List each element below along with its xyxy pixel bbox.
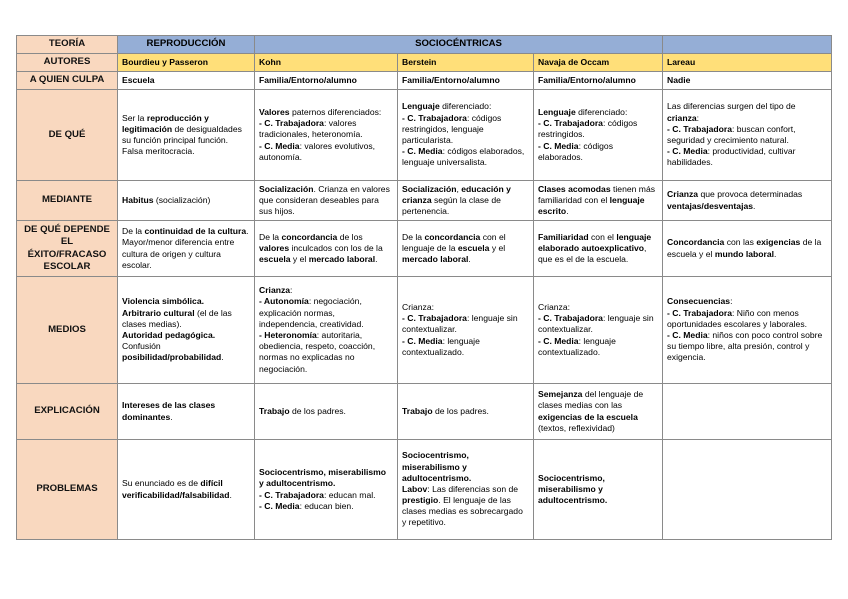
mediante-cell: Crianza que provoca determinadas ventajas/desventajas. xyxy=(663,181,832,221)
problemas-cell: Sociocentrismo, miserabilismo y adultocentrismo. Labov: Las diferencias son de prestigio. El lenguaje de las clases medias es sobrecargado y repetitivo. xyxy=(398,440,534,540)
deque-label: DE QUÉ xyxy=(17,90,118,181)
deque-cell: Valores paternos diferenciados: - C. Trabajadora: valores tradicionales, heteronomía. - C. Media: valores evolutivos, autonomía. xyxy=(255,90,398,181)
depende-cell: Familiaridad con el lenguaje elaborado autoexplicativo, que es el de la escuela. xyxy=(534,221,663,277)
culpa-cell: Nadie xyxy=(663,72,832,90)
depende-cell: Concordancia con las exigencias de la escuela y el mundo laboral. xyxy=(663,221,832,277)
author-cell: Berstein xyxy=(398,54,534,72)
depende-row xyxy=(17,221,832,277)
autores-row xyxy=(17,54,832,72)
deque-cell: Ser la reproducción y legitimación de desigualdades su función principal función. Falsa meritocracia. xyxy=(118,90,255,181)
mediante-row xyxy=(17,181,832,221)
empty-cell xyxy=(663,440,832,540)
depende-label: DE QUÉ DEPENDE EL ÉXITO/FRACASO ESCOLAR xyxy=(17,221,118,277)
medios-cell: Crianza: - C. Trabajadora: lenguaje sin contextualizar. - C. Media: lenguaje contextualizado. xyxy=(534,277,663,384)
explicacion-cell: Semejanza del lenguaje de clases medias con las exigencias de la escuela (textos, reflexividad) xyxy=(534,384,663,440)
medios-row xyxy=(17,277,832,384)
culpa-cell: Familia/Entorno/alumno xyxy=(398,72,534,90)
problemas-cell: Sociocentrismo, miserabilismo y adultocentrismo. - C. Trabajadora: educan mal. - C. Media: educan bien. xyxy=(255,440,398,540)
theory-comparison-table xyxy=(16,35,832,540)
depende-cell: De la continuidad de la cultura. Mayor/menor diferencia entre cultura de origen y cultura escolar. xyxy=(118,221,255,277)
mediante-label: MEDIANTE xyxy=(17,181,118,221)
teoria-label: TEORÍA xyxy=(17,36,118,54)
problemas-row xyxy=(17,440,832,540)
deque-cell: Lenguaje diferenciado: - C. Trabajadora: códigos restringidos, lenguaje particularista. - C. Media: códigos elaborados, lenguaje universalista. xyxy=(398,90,534,181)
mediante-cell: Socialización, educación y crianza según la clase de pertenencia. xyxy=(398,181,534,221)
deque-cell: Lenguaje diferenciado: - C. Trabajadora: códigos restringidos. - C. Media: códigos elaborados. xyxy=(534,90,663,181)
mediante-cell: Clases acomodas tienen más familiaridad con el lenguaje escrito. xyxy=(534,181,663,221)
deque-cell: Las diferencias surgen del tipo de crianza: - C. Trabajadora: buscan confort, seguridad y crecimiento natural. - C. Media: productividad, cultivar habilidades. xyxy=(663,90,832,181)
explicacion-cell: Trabajo de los padres. xyxy=(398,384,534,440)
medios-cell: Violencia simbólica. Arbitrario cultural (el de las clases medias). Autoridad pedagógica. Confusión posibilidad/probabilidad. xyxy=(118,277,255,384)
explicacion-cell: Intereses de las clases dominantes. xyxy=(118,384,255,440)
header-blank-cell xyxy=(663,36,832,54)
mediante-cell: Habitus (socialización) xyxy=(118,181,255,221)
culpa-label: A QUIEN CULPA xyxy=(17,72,118,90)
author-cell: Kohn xyxy=(255,54,398,72)
explicacion-label: EXPLICACIÓN xyxy=(17,384,118,440)
explicacion-cell: Trabajo de los padres. xyxy=(255,384,398,440)
author-cell: Bourdieu y Passeron xyxy=(118,54,255,72)
problemas-cell: Su enunciado es de difícil verificabilidad/falsabilidad. xyxy=(118,440,255,540)
sociocentricas-title: SOCIOCÉNTRICAS xyxy=(255,36,663,54)
empty-cell xyxy=(663,384,832,440)
mediante-cell: Socialización. Crianza en valores que consideran deseables para sus hijos. xyxy=(255,181,398,221)
depende-cell: De la concordancia de los valores inculcados con los de la escuela y el mercado laboral. xyxy=(255,221,398,277)
medios-cell: Crianza: - Autonomía: negociación, explicación normas, independencia, creatividad. - Heteronomía: autoritaria, obediencia, respeto, coacción, normas no explicadas no negociación. xyxy=(255,277,398,384)
autores-label: AUTORES xyxy=(17,54,118,72)
culpa-cell: Familia/Entorno/alumno xyxy=(255,72,398,90)
author-cell: Navaja de Occam xyxy=(534,54,663,72)
culpa-cell: Escuela xyxy=(118,72,255,90)
problemas-cell: Sociocentrismo, miserabilismo y adultocentrismo. xyxy=(534,440,663,540)
problemas-label: PROBLEMAS xyxy=(17,440,118,540)
explicacion-row xyxy=(17,384,832,440)
reproduccion-title: REPRODUCCIÓN xyxy=(118,36,255,54)
depende-cell: De la concordancia con el lenguaje de la escuela y el mercado laboral. xyxy=(398,221,534,277)
medios-cell: Consecuencias: - C. Trabajadora: Niño con menos oportunidades escolares y laborales. - C. Media: niños con poco control sobre su tiempo libre, alta presión, control y exigencia. xyxy=(663,277,832,384)
culpa-cell: Familia/Entorno/alumno xyxy=(534,72,663,90)
medios-cell: Crianza: - C. Trabajadora: lenguaje sin contextualizar. - C. Media: lenguaje contextualizado. xyxy=(398,277,534,384)
deque-row xyxy=(17,90,832,181)
header-row xyxy=(17,36,832,54)
culpa-row xyxy=(17,72,832,90)
medios-label: MEDIOS xyxy=(17,277,118,384)
author-cell: Lareau xyxy=(663,54,832,72)
